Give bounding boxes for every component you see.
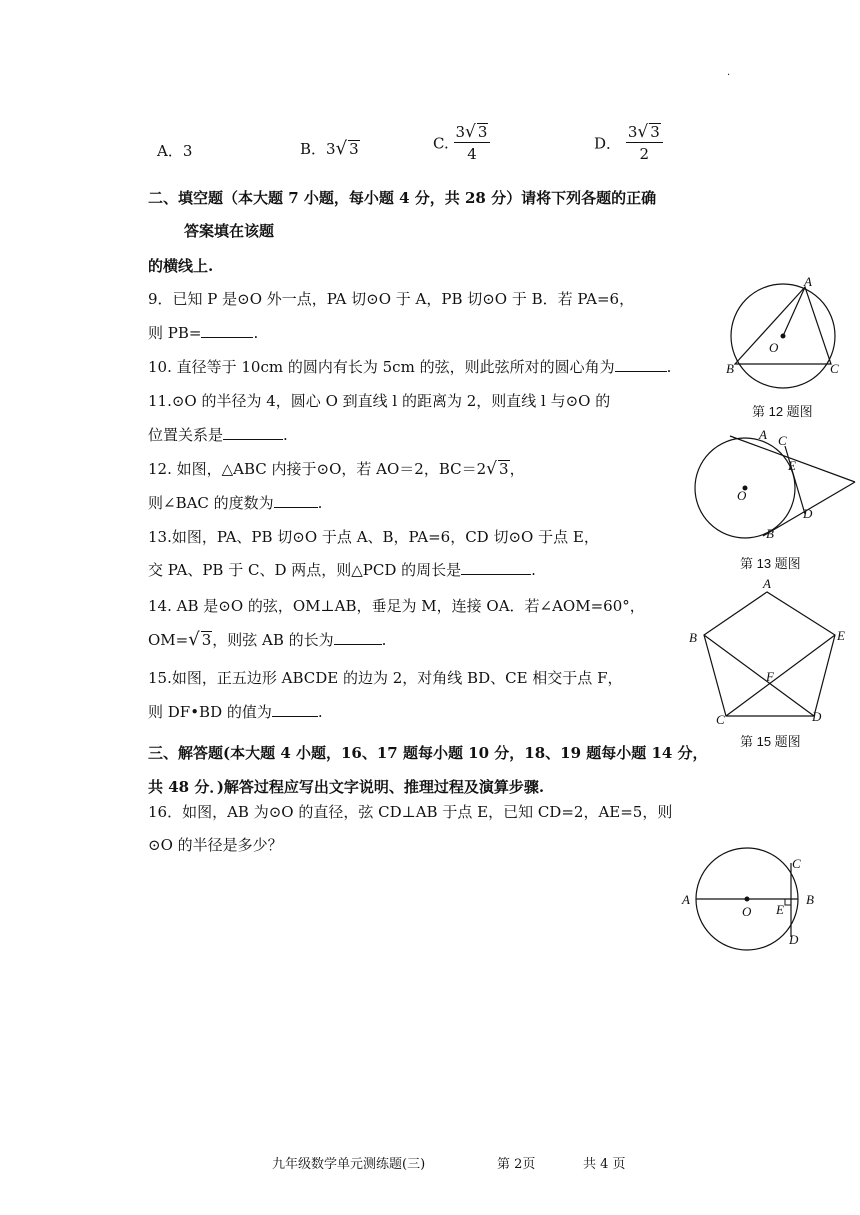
option-c-coef: 3 (455, 123, 466, 141)
footer-title: 九年级数学单元测练题(三) (272, 1157, 426, 1172)
fig13-label-o: O (737, 488, 747, 503)
q12-line1 (148, 459, 525, 479)
option-c-denominator: 4 (467, 145, 477, 163)
section3-heading-line1: 三、解答题(本大题 4 小题，16、17 题每小题 10 分，18、19 题每小题 14 分， (148, 744, 708, 762)
fig13-label-e: E (788, 458, 796, 473)
top-dot: · (727, 70, 731, 81)
option-b-prefix: B． (300, 140, 327, 158)
q15-line1: 15.如图，正五边形 ABCDE 的边为 2，对角线 BD、CE 相交于点 F， (148, 669, 623, 687)
option-d (594, 122, 663, 165)
option-c-fraction (454, 122, 491, 165)
option-c (433, 122, 490, 165)
fig12-label-o: O (769, 340, 779, 355)
q13-line2-text: 交 PA、PB 于 C、D 两点，则△PCD 的周长是 (148, 561, 462, 579)
figure-15 (686, 576, 856, 728)
answer-blank[interactable] (334, 630, 382, 645)
option-b-radicand: 3 (349, 140, 359, 158)
section3-heading-line2: 共 48 分．)解答过程应写出文字说明、推理过程及演算步骤. (148, 778, 545, 796)
q13-line2 (148, 560, 536, 580)
fig16-label-o: O (742, 904, 752, 919)
q14-line2-post: ，则弦 AB 的长为 (212, 631, 334, 649)
fig16-label-c: C (792, 856, 801, 871)
fig13-label-c: C (778, 433, 787, 448)
section2-heading-line2: 答案填在该题 (184, 222, 275, 240)
q10-text: 10. 直径等于 10cm 的圆内有长为 5cm 的弦，则此弦所对的圆心角为 (148, 358, 615, 376)
q12-line2 (148, 493, 322, 513)
option-d-fraction (626, 122, 663, 165)
fig16-label-d: D (789, 932, 799, 947)
fig12-label-a: A (804, 274, 812, 289)
q11-end: . (283, 426, 288, 444)
sqrt-sign: √ (486, 459, 498, 479)
answer-blank[interactable] (274, 493, 318, 508)
option-b-coef: 3 (326, 140, 336, 158)
q10-end: . (666, 358, 672, 376)
q12-line1-post: ， (509, 460, 525, 478)
q9-line1: 9．已知 P 是⊙O 外一点，PA 切⊙O 于 A，PB 切⊙O 于 B．若 PA=6， (148, 290, 635, 308)
q12-end: . (317, 494, 323, 512)
answer-blank[interactable] (272, 702, 318, 717)
option-c-prefix: C. (433, 134, 449, 153)
q16-line2: ⊙O 的半径是多少？ (148, 836, 283, 854)
q12-radicand: 3 (499, 460, 509, 478)
option-d-denominator: 2 (639, 145, 650, 163)
fig15-label-f: F (766, 669, 774, 684)
fig12-caption: 第 12 题图 (752, 404, 813, 419)
fig15-label-e: E (837, 628, 845, 643)
fig13-caption: 第 13 题图 (740, 556, 801, 571)
figure-16 (678, 845, 823, 957)
option-c-radicand: 3 (477, 123, 488, 141)
q15-end: . (317, 703, 323, 721)
fig13-label-d: D (803, 506, 813, 521)
q9-line2 (148, 323, 258, 343)
option-d-coef: 3 (627, 123, 638, 141)
q13-line1: 13.如图，PA、PB 切⊙O 于点 A、B，PA=6，CD 切⊙O 于点 E， (148, 528, 599, 546)
answer-blank[interactable] (223, 425, 283, 440)
q10-line (148, 357, 671, 377)
q16-line1: 16．如图，AB 为⊙O 的直径，弦 CD⊥AB 于点 E，已知 CD=2，AE=5，则 (148, 803, 673, 821)
q14-line1: 14. AB 是⊙O 的弦，OM⊥AB，垂足为 M，连接 OA．若∠AOM=60°， (148, 597, 645, 615)
fig13-label-b: B (766, 526, 774, 541)
option-d-radicand: 3 (650, 123, 660, 141)
section2-heading-line1: 二、填空题（本大题 7 小题，每小题 4 分，共 28 分）请将下列各题的正确 (148, 189, 657, 207)
figure-13 (695, 428, 857, 543)
section2-heading-line3: 的横线上. (148, 257, 214, 275)
q13-end: . (531, 561, 536, 579)
footer-total: 共 4 页 (583, 1157, 626, 1172)
fig12-label-c: C (830, 361, 839, 376)
option-a: A．3 (157, 142, 193, 160)
fig16-label-a: A (682, 892, 690, 907)
q14-radicand: 3 (201, 631, 212, 649)
footer-page: 第 2页 (497, 1157, 536, 1172)
sqrt-sign: √ (465, 122, 476, 142)
sqrt-sign: √ (335, 138, 348, 159)
q14-end: . (381, 631, 387, 649)
fig12-label-b: B (726, 361, 734, 376)
answer-blank[interactable] (201, 323, 253, 338)
answer-blank[interactable] (615, 357, 667, 372)
fig15-label-a: A (763, 576, 771, 591)
q14-line2-pre: OM= (148, 631, 189, 649)
fig15-label-b: B (689, 630, 697, 645)
sqrt-sign: √ (188, 629, 200, 650)
sqrt-sign: √ (637, 122, 649, 142)
q9-line2-text: 则 PB= (148, 324, 202, 342)
q12-line2-text: 则∠BAC 的度数为 (148, 494, 274, 512)
q11-line2-text: 位置关系是 (148, 426, 224, 444)
q11-line2 (148, 425, 288, 445)
q12-line1-pre: 12. 如图，△ABC 内接于⊙O，若 AO＝2，BC＝2 (148, 460, 487, 478)
fig16-label-b: B (806, 892, 814, 907)
fig15-label-c: C (716, 712, 725, 727)
option-b (300, 139, 360, 159)
option-d-prefix: D． (594, 134, 622, 153)
q15-line2 (148, 702, 323, 722)
q9-end: . (253, 324, 259, 342)
answer-blank[interactable] (461, 560, 531, 575)
fig16-label-e: E (776, 902, 784, 917)
q14-line2 (148, 630, 386, 650)
q15-line2-text: 则 DF•BD 的值为 (148, 703, 272, 721)
fig15-caption: 第 15 题图 (740, 734, 801, 749)
fig13-label-a: A (759, 427, 767, 442)
figure-12 (718, 274, 858, 404)
q11-line1: 11.⊙O 的半径为 4，圆心 O 到直线 l 的距离为 2，则直线 l 与⊙O 的 (148, 392, 611, 410)
fig15-label-d: D (812, 709, 822, 724)
